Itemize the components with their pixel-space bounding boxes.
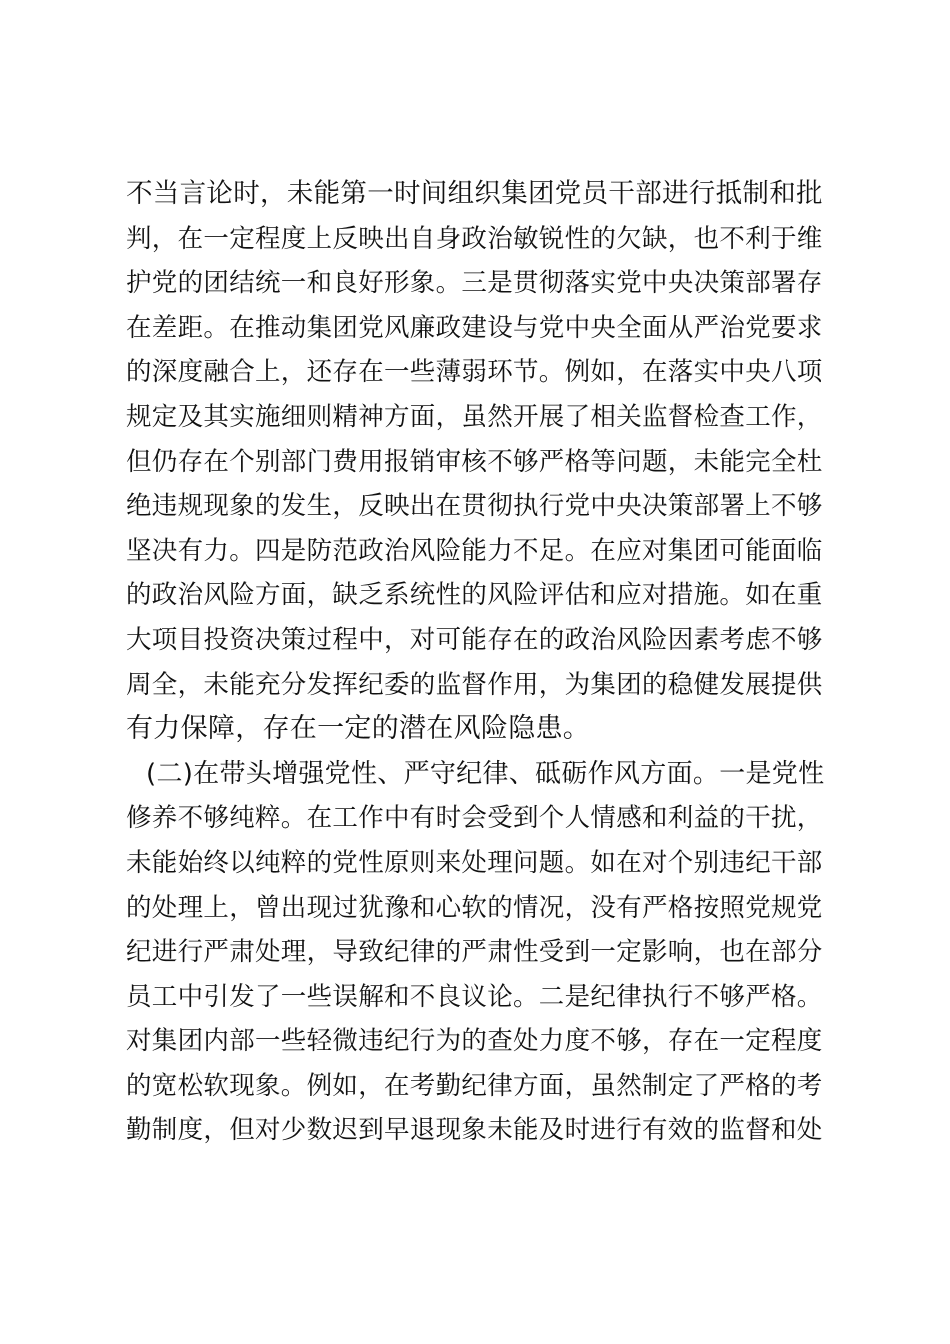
text-line: 周全，未能充分发挥纪委的监督作用，为集团的稳健发展提供 [126,669,823,700]
text-line: 修养不够纯粹。在工作中有时会受到个人情感和利益的干扰， [126,803,823,834]
text-line: 未能始终以纯粹的党性原则来处理问题。如在对个别违纪干部 [126,847,823,878]
text-line: 的宽松软现象。例如，在考勤纪律方面，虽然制定了严格的考 [126,1070,823,1101]
text-line: 规定及其实施细则精神方面，虽然开展了相关监督检查工作， [126,401,823,432]
text-line: 坚决有力。四是防范政治风险能力不足。在应对集团可能面临 [126,535,823,566]
text-line: 绝违规现象的发生，反映出在贯彻执行党中央决策部署上不够 [126,491,823,522]
text-line: 纪进行严肃处理，导致纪律的严肃性受到一定影响，也在部分 [126,937,823,968]
text-line: 的政治风险方面，缺乏系统性的风险评估和应对措施。如在重 [126,580,823,611]
text-line: 员工中引发了一些误解和不良议论。二是纪律执行不够严格。 [126,981,823,1012]
text-line: (二)在带头增强党性、严守纪律、砥砺作风方面。一是党性 [146,758,825,789]
text-line: 但仍存在个别部门费用报销审核不够严格等问题，未能完全杜 [126,446,823,477]
text-line: 大项目投资决策过程中，对可能存在的政治风险因素考虑不够 [126,624,823,655]
text-line: 护党的团结统一和良好形象。三是贯彻落实党中央决策部署存 [126,268,823,299]
text-line: 在差距。在推动集团党风廉政建设与党中央全面从严治党要求 [126,312,823,343]
text-line: 不当言论时，未能第一时间组织集团党员干部进行抵制和批 [126,178,823,209]
text-line: 的深度融合上，还存在一些薄弱环节。例如，在落实中央八项 [126,357,823,388]
text-line: 有力保障，存在一定的潜在风险隐患。 [126,713,591,745]
text-line: 判，在一定程度上反映出自身政治敏锐性的欠缺，也不利于维 [126,223,823,254]
text-line: 对集团内部一些轻微违纪行为的查处力度不够，存在一定程度 [126,1026,823,1057]
body-text [126,172,826,1153]
text-line: 的处理上，曾出现过犹豫和心软的情况，没有严格按照党规党 [126,892,823,923]
text-line: 勤制度，但对少数迟到早退现象未能及时进行有效的监督和处 [126,1115,823,1146]
